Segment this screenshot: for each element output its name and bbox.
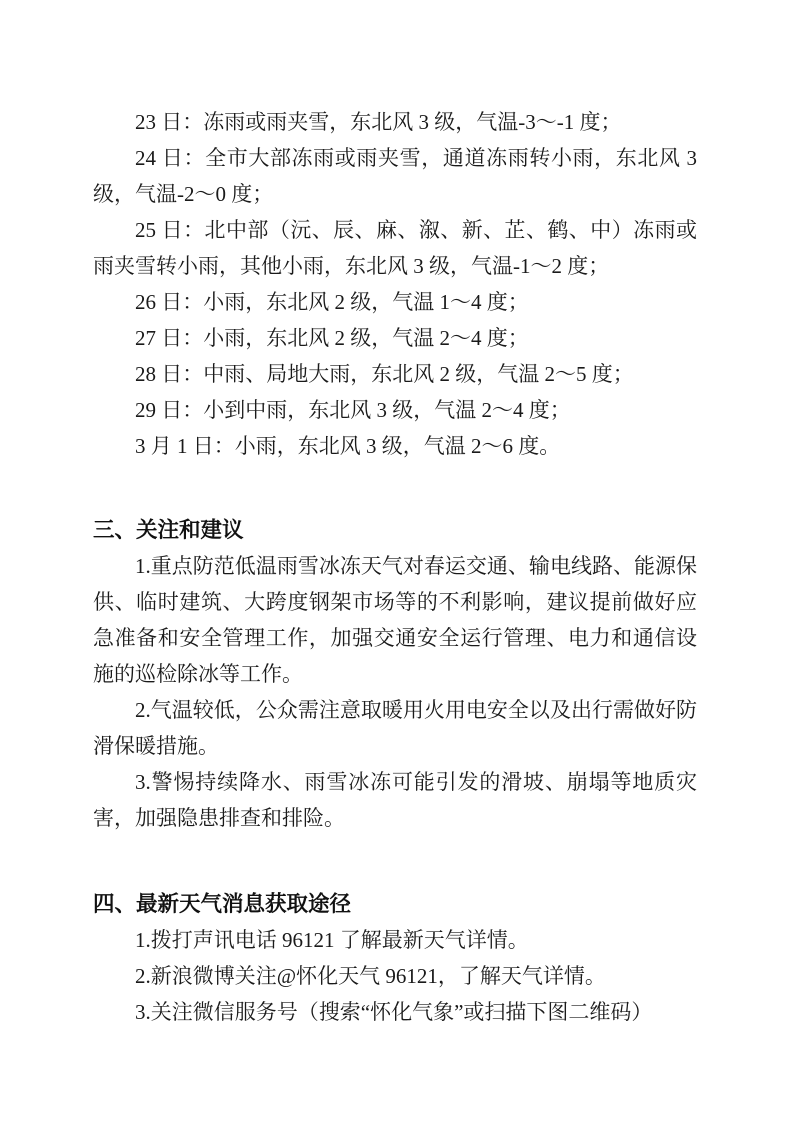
section-heading-focus-and-suggestions: 三、关注和建议	[93, 518, 244, 542]
forecast-line-29: 29 日：小到中雨，东北风 3 级，气温 2～4 度；	[135, 398, 571, 422]
forecast-line-25: 25 日：北中部（沅、辰、麻、溆、新、芷、鹤、中）冻雨或雨夹雪转小雨，其他小雨，东北风 3 级，气温-1～2 度；	[93, 218, 697, 278]
advisory-paragraph-1: 1.重点防范低温雨雪冰冻天气对春运交通、输电线路、能源保供、临时建筑、大跨度钢架市场等的不利影响，建议提前做好应急准备和安全管理工作，加强交通安全运行管理、电力和通信设施的巡检除冰等工作。	[93, 554, 697, 686]
section-heading-weather-info-channels: 四、最新天气消息获取途径	[93, 892, 352, 916]
forecast-line-23: 23 日：冻雨或雨夹雪，东北风 3 级，气温-3～-1 度；	[135, 110, 622, 134]
channel-paragraph-weibo: 2.新浪微博关注@怀化天气 96121，了解天气详情。	[135, 964, 606, 988]
advisory-paragraph-3: 3.警惕持续降水、雨雪冰冻可能引发的滑坡、崩塌等地质灾害，加强隐患排查和排险。	[93, 770, 697, 830]
forecast-line-mar1: 3 月 1 日：小雨，东北风 3 级，气温 2～6 度。	[135, 434, 561, 458]
forecast-line-24: 24 日：全市大部冻雨或雨夹雪，通道冻雨转小雨，东北风 3 级，气温-2～0 度；	[93, 146, 697, 206]
channel-paragraph-wechat: 3.关注微信服务号（搜索“怀化气象”或扫描下图二维码）	[135, 1000, 653, 1024]
advisory-paragraph-2: 2.气温较低，公众需注意取暖用火用电安全以及出行需做好防滑保暖措施。	[93, 698, 697, 758]
forecast-line-28: 28 日：中雨、局地大雨，东北风 2 级，气温 2～5 度；	[135, 362, 634, 386]
forecast-line-26: 26 日：小雨，东北风 2 级，气温 1～4 度；	[135, 290, 529, 314]
forecast-line-27: 27 日：小雨，东北风 2 级，气温 2～4 度；	[135, 326, 529, 350]
channel-paragraph-phone: 1.拨打声讯电话 96121 了解最新天气详情。	[135, 928, 529, 952]
document-content	[93, 104, 697, 1030]
